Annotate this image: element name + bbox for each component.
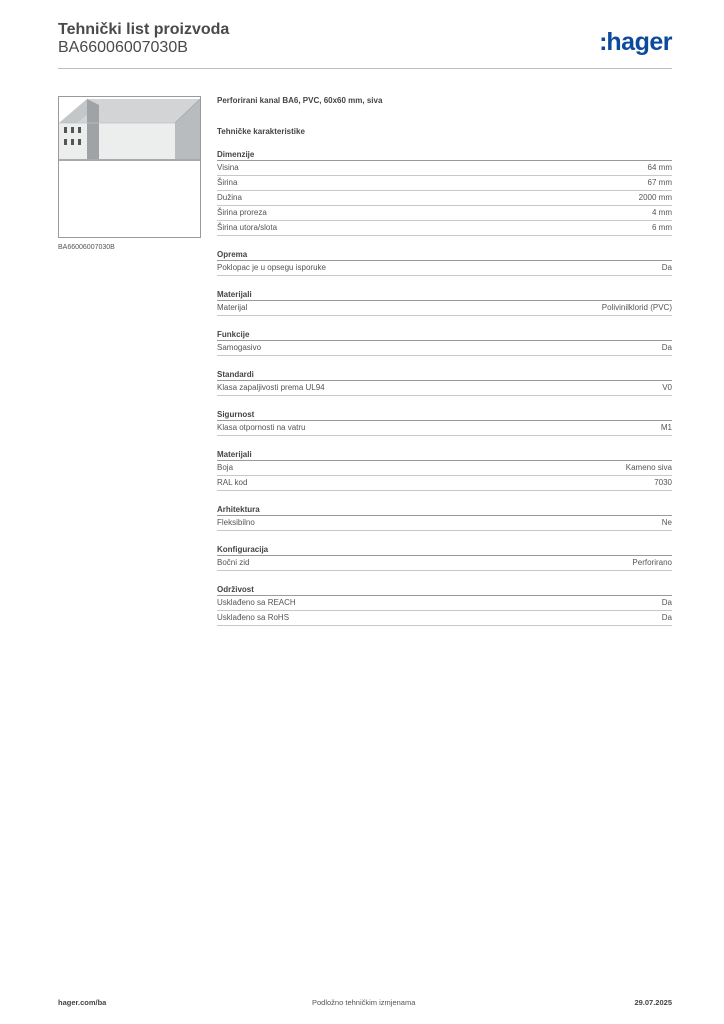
spec-row <box>217 381 672 396</box>
spec-group <box>217 584 672 626</box>
spec-row <box>217 596 672 611</box>
spec-label: Boja <box>217 463 234 472</box>
spec-label: Usklađeno sa REACH <box>217 598 296 607</box>
spec-label: Širina <box>217 178 238 187</box>
spec-label: Fleksibilno <box>217 518 255 527</box>
spec-row <box>217 301 672 316</box>
spec-row <box>217 611 672 626</box>
spec-value: Da <box>661 598 672 607</box>
spec-group-title: Materijali <box>217 289 672 301</box>
spec-group <box>217 289 672 316</box>
spec-group-title: Konfiguracija <box>217 544 672 556</box>
section-heading: Tehničke karakteristike <box>217 127 305 136</box>
spec-value: Ne <box>661 518 672 527</box>
spec-row <box>217 221 672 236</box>
spec-value: 6 mm <box>652 223 672 232</box>
spec-row <box>217 556 672 571</box>
spec-group <box>217 449 672 491</box>
spec-value: Perforirano <box>632 558 672 567</box>
spec-label: Poklopac je u opsegu isporuke <box>217 263 326 272</box>
spec-value: Da <box>661 343 672 352</box>
spec-group <box>217 369 672 396</box>
spec-row <box>217 341 672 356</box>
spec-row <box>217 261 672 276</box>
spec-label: Materijal <box>217 303 248 312</box>
spec-row <box>217 176 672 191</box>
spec-group <box>217 544 672 571</box>
spec-row <box>217 461 672 476</box>
spec-label: RAL kod <box>217 478 248 487</box>
spec-label: Klasa zapaljivosti prema UL94 <box>217 383 325 392</box>
spec-label: Samogasivo <box>217 343 262 352</box>
spec-label: Visina <box>217 163 239 172</box>
spec-group-title: Materijali <box>217 449 672 461</box>
spec-row <box>217 161 672 176</box>
spec-value: 4 mm <box>652 208 672 217</box>
spec-group-title: Standardi <box>217 369 672 381</box>
spec-row <box>217 421 672 436</box>
footer-note: Podložno tehničkim izmjenama <box>312 998 416 1007</box>
spec-group <box>217 409 672 436</box>
spec-label: Bočni zid <box>217 558 250 567</box>
cable-duct-illustration <box>59 97 200 237</box>
spec-value: 2000 mm <box>638 193 672 202</box>
hager-logo: :hager <box>599 28 672 56</box>
header-divider <box>58 68 672 69</box>
spec-value: V0 <box>662 383 672 392</box>
spec-group <box>217 329 672 356</box>
spec-group-title: Održivost <box>217 584 672 596</box>
spec-group-title: Funkcije <box>217 329 672 341</box>
spec-label: Širina utora/slota <box>217 223 278 232</box>
spec-label: Dužina <box>217 193 242 202</box>
spec-group <box>217 249 672 276</box>
spec-group <box>217 149 672 236</box>
spec-value: 7030 <box>654 478 672 487</box>
spec-row <box>217 191 672 206</box>
spec-group-title: Sigurnost <box>217 409 672 421</box>
product-name: Perforirani kanal BA6, PVC, 60x60 mm, siva <box>217 96 383 105</box>
spec-label: Širina proreza <box>217 208 267 217</box>
spec-value: 64 mm <box>647 163 672 172</box>
spec-group-title: Dimenzije <box>217 149 672 161</box>
spec-groups <box>217 149 672 626</box>
product-image <box>58 96 201 238</box>
spec-content <box>217 96 672 626</box>
spec-value: Da <box>661 263 672 272</box>
spec-value: Polivinilklorid (PVC) <box>601 303 672 312</box>
spec-value: Kameno siva <box>625 463 672 472</box>
spec-row <box>217 516 672 531</box>
page-title: Tehnički list proizvoda <box>58 21 230 38</box>
spec-label: Usklađeno sa RoHS <box>217 613 290 622</box>
image-caption: BA66006007030B <box>58 244 115 251</box>
spec-row <box>217 476 672 491</box>
spec-value: M1 <box>660 423 672 432</box>
spec-group <box>217 504 672 531</box>
spec-row <box>217 206 672 221</box>
spec-group-title: Arhitektura <box>217 504 672 516</box>
footer-website: hager.com/ba <box>58 998 107 1007</box>
spec-group-title: Oprema <box>217 249 672 261</box>
product-code: BA66006007030B <box>58 39 188 56</box>
spec-label: Klasa otpornosti na vatru <box>217 423 306 432</box>
footer-date: 29.07.2025 <box>634 998 672 1007</box>
spec-value: 67 mm <box>647 178 672 187</box>
spec-value: Da <box>661 613 672 622</box>
